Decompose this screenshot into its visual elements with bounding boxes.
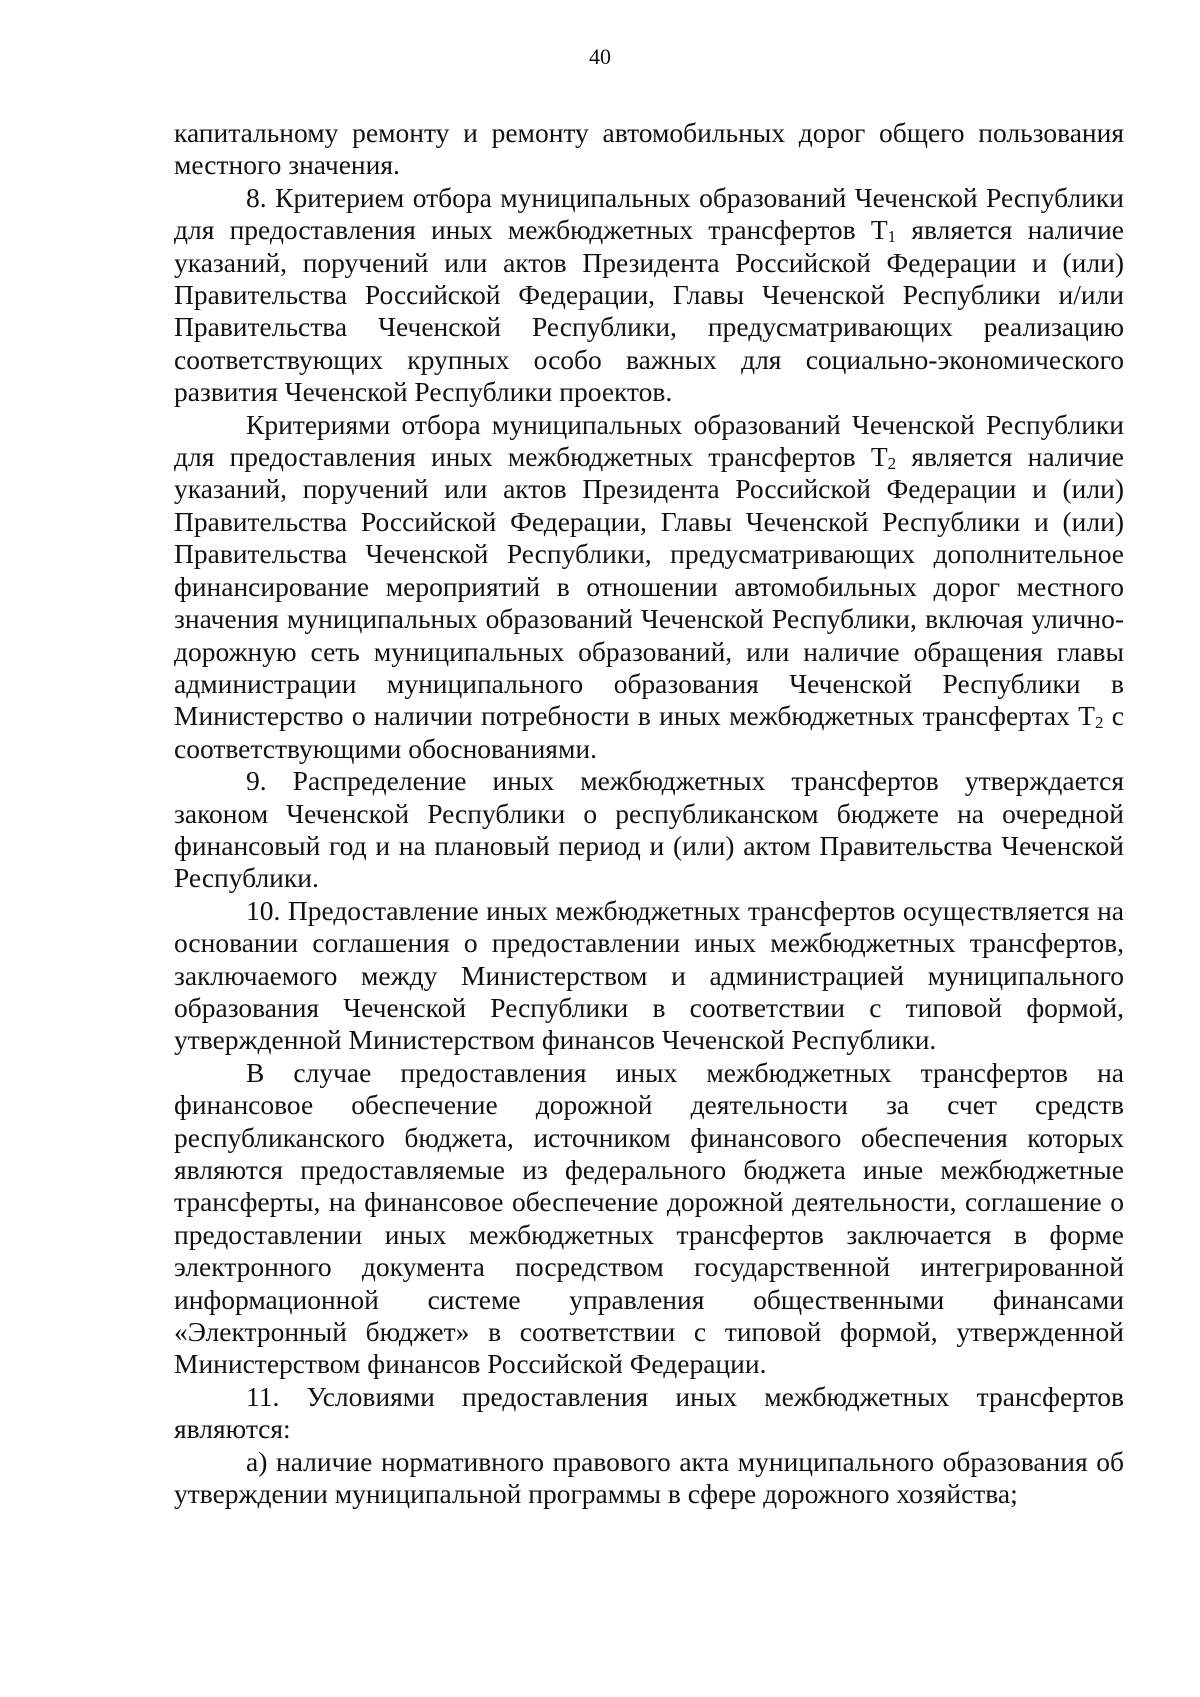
paragraph-item-9: 9. Распределение иных межбюджетных трансфертов утверждается законом Чеченской Республики о республиканском бюджете на очередной финансовый год и на плановый период и (или) актом Правительства Чеченской Республики. (174, 765, 1124, 894)
paragraph-text: является наличие указаний, поручений или актов Президента Российской Федерации и (или) Правительства Российской Федерации, Главы Чеченской Республики и (или) Правительства Чеченской Республики, предусматривающих дополнительное финансирование мероприятий в отношении автомобильных дорог местного значения муниципальных образований Чеченской Республики, включая улично-дорожную сеть муниципальных образований, или наличие обращения главы администрации муниципального образования Чеченской Республики в Министерство о наличии потребности в иных межбюджетных трансфертах Т (174, 441, 1124, 732)
paragraph-text: Критериями отбора муниципальных образований Чеченской Республики для предоставления иных межбюджетных трансфертов Т (174, 408, 1124, 473)
document-body (174, 117, 1124, 1510)
page-number: 40 (589, 44, 611, 69)
paragraph-electronic-budget: В случае предоставления иных межбюджетных трансфертов на финансовое обеспечение дорожной деятельности за счет средств республиканского бюджета, источником финансового обеспечения которых являются предоставляемые из федерального бюджета иные межбюджетные трансферты, на финансовое обеспечение дорожной деятельности, соглашение о предоставлении иных межбюджетных трансфертов заключается в форме электронного документа посредством государственной интегрированной информационной системе управления общественными финансами «Электронный бюджет» в соответствии с типовой формой, утвержденной Министерством финансов Российской Федерации. (174, 1056, 1124, 1380)
paragraph-text: является наличие указаний, поручений или актов Президента Российской Федерации и (или) Правительства Российской Федерации, Главы Чеченской Республики и/или Правительства Чеченской Республики, предусматривающих реализацию соответствующих крупных особо важных для социально-экономического развития Чеченской Республики проектов. (174, 214, 1124, 408)
paragraph-criteria-t2 (174, 409, 1124, 765)
subscript-index: 2 (1094, 713, 1104, 733)
paragraph-item-11: 11. Условиями предоставления иных межбюджетных трансфертов являются: (174, 1380, 1124, 1445)
paragraph-text: 8. Критерием отбора муниципальных образований Чеченской Республики для предоставления иных межбюджетных трансфертов Т (174, 181, 1124, 246)
subscript-index: 2 (887, 454, 897, 474)
paragraph-item-11a: а) наличие нормативного правового акта муниципального образования об утверждении муниципальной программы в сфере дорожного хозяйства; (174, 1445, 1124, 1510)
paragraph-text: с соответствующими обоснованиями. (174, 700, 1124, 764)
paragraph-continuation: капитальному ремонту и ремонту автомобильных дорог общего пользования местного значения. (174, 117, 1124, 181)
paragraph-item-8 (174, 182, 1124, 409)
subscript-index: 1 (887, 227, 897, 247)
paragraph-item-10: 10. Предоставление иных межбюджетных трансфертов осуществляется на основании соглашения о предоставлении иных межбюджетных трансфертов, заключаемого между Министерством и администрацией муниципального образования Чеченской Республики в соответствии с типовой формой, утвержденной Министерством финансов Чеченской Республики. (174, 894, 1124, 1056)
